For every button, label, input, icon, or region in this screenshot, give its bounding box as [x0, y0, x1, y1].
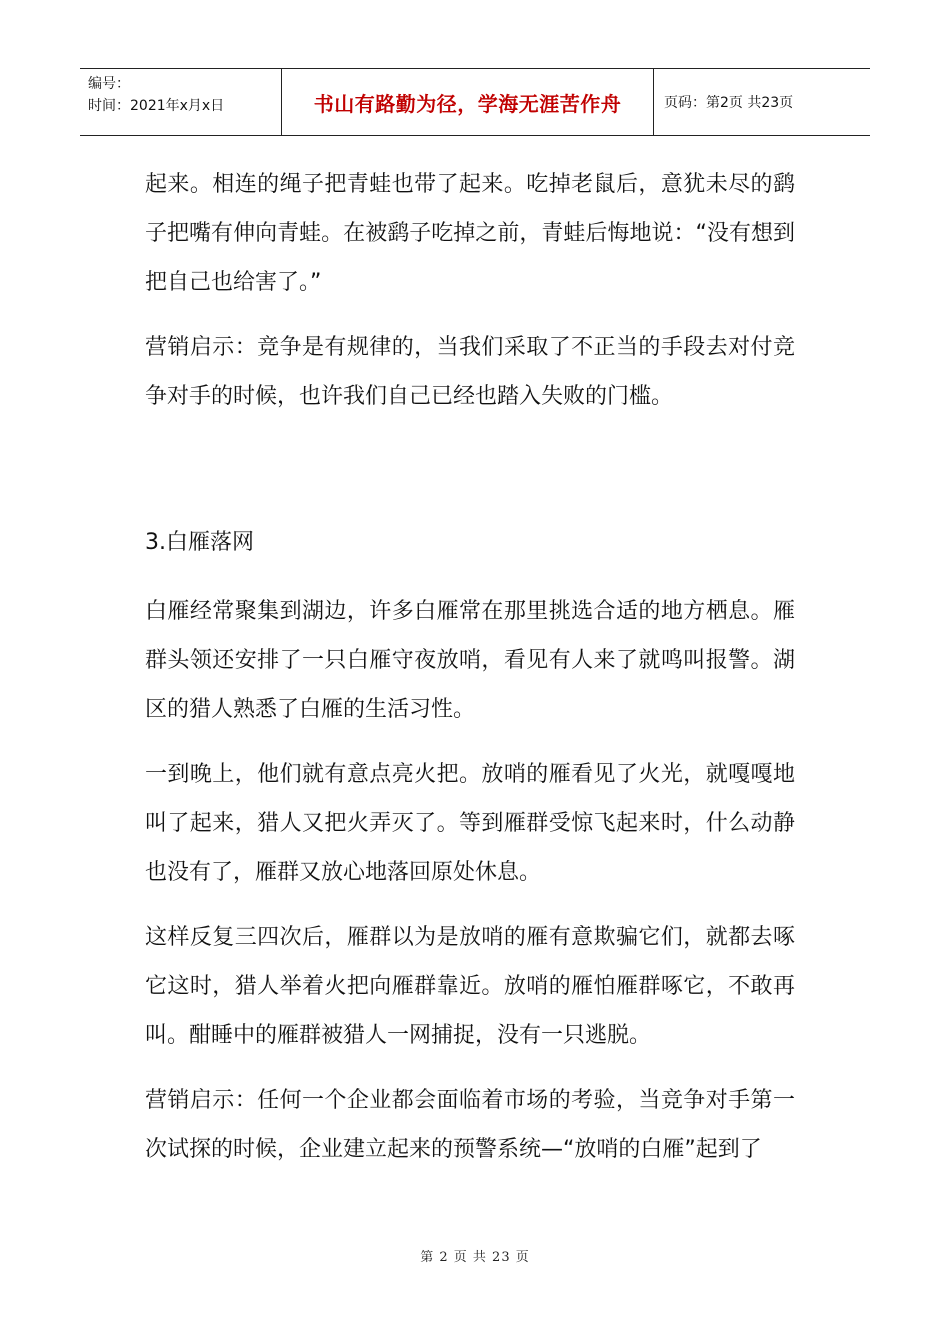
- paragraph: 白雁经常聚集到湖边，许多白雁常在那里挑选合适的地方栖息。雁群头领还安排了一只白雁守夜放哨，看见有人来了就鸣叫报警。湖区的猎人熟悉了白雁的生活习性。: [145, 599, 795, 722]
- header-motto: 书山有路勤为径，学海无涯苦作舟: [282, 69, 654, 135]
- serial-number-label: 编号：: [88, 76, 130, 92]
- paragraph: 这样反复三四次后，雁群以为是放哨的雁有意欺骗它们，就都去啄它这时，猎人举着火把向雁群靠近。放哨的雁怕雁群啄它，不敢再叫。酣睡中的雁群被猎人一网捕捉，没有一只逃脱。: [145, 925, 795, 1048]
- section-title: 3.白雁落网: [145, 530, 254, 555]
- paragraph-continuation: 起来。相连的绳子把青蛙也带了起来。吃掉老鼠后，意犹未尽的鹞子把嘴有伸向青蛙。在被鹞子吃掉之前，青蛙后悔地说：“没有想到把自己也给害了。”: [145, 172, 795, 295]
- page-footer: 第 2 页 共 23 页: [420, 1250, 530, 1265]
- header-page-info: 页码：第2页 共23页: [664, 95, 794, 111]
- page-header: [80, 68, 870, 136]
- header-meta: [80, 69, 282, 135]
- paragraph: 一到晚上，他们就有意点亮火把。放哨的雁看见了火光，就嘎嘎地叫了起来，猎人又把火弄灭了。等到雁群受惊飞起来时，什么动静也没有了，雁群又放心地落回原处休息。: [145, 762, 795, 885]
- paragraph-marketing-insight: 营销启示：竞争是有规律的，当我们采取了不正当的手段去对付竞争对手的时候，也许我们自己已经也踏入失败的门槛。: [145, 335, 795, 409]
- date-label: 时间：2021年x月x日: [88, 98, 225, 114]
- paragraph-marketing-insight: 营销启示：任何一个企业都会面临着市场的考验，当竞争对手第一次试探的时候，企业建立起来的预警系统—“放哨的白雁”起到了: [145, 1088, 795, 1162]
- document-body: [145, 160, 795, 1190]
